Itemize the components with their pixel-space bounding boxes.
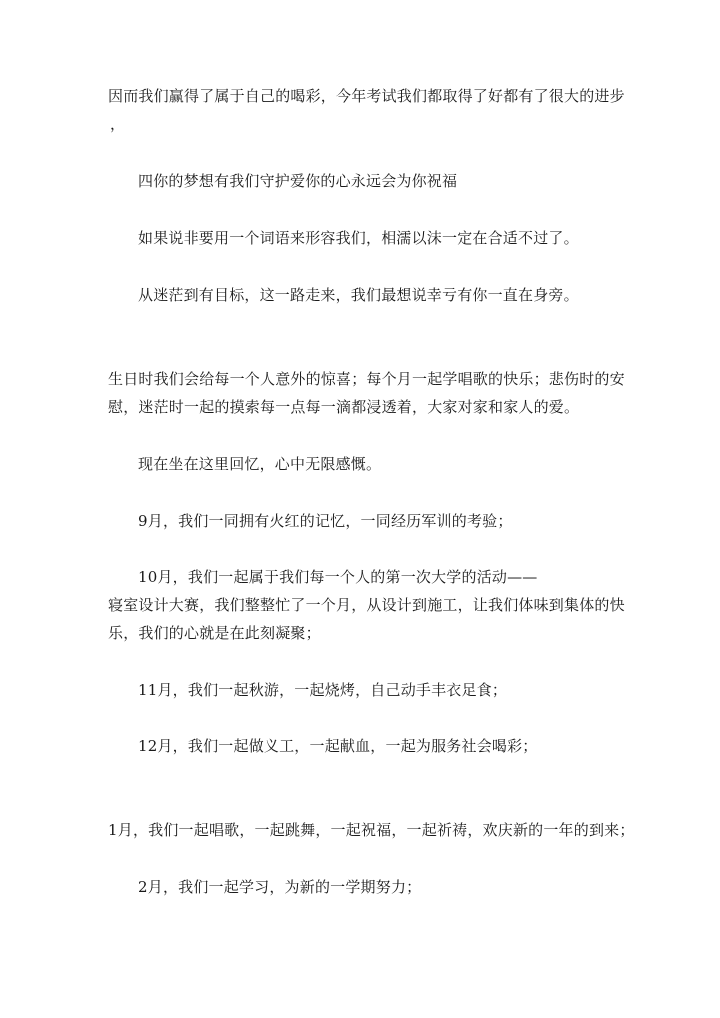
text-line-16: 2月，我们一起学习，为新的一学期努力； xyxy=(138,878,422,896)
text-line-10: 10月，我们一起属于我们每一个人的第一次大学的活动—— xyxy=(138,568,538,586)
text-line-14: 12月，我们一起做义工，一起献血，一起为服务社会喝彩； xyxy=(138,737,538,755)
text-line-1: 因而我们赢得了属于自己的喝彩，今年考试我们都取得了好都有了很大的进步 xyxy=(108,87,625,105)
text-line-9: 9月，我们一同拥有火红的记忆，一同经历军训的考验； xyxy=(138,512,513,530)
text-line-7: 慰，迷茫时一起的摸索每一点每一滴都浸透着，大家对家和家人的爱。 xyxy=(108,398,580,416)
text-line-8: 现在坐在这里回忆，心中无限感慨。 xyxy=(138,455,382,473)
text-line-13: 11月，我们一起秋游，一起烧烤，自己动手丰衣足食； xyxy=(138,681,508,699)
text-line-12: 乐，我们的心就是在此刻凝聚； xyxy=(108,624,321,642)
text-line-2: ， xyxy=(110,115,126,133)
text-line-3: 四你的梦想有我们守护爱你的心永远会为你祝福 xyxy=(138,172,458,190)
text-line-11: 寝室设计大赛，我们整整忙了一个月，从设计到施工，让我们体味到集体的快 xyxy=(108,596,625,614)
text-line-15: 1月，我们一起唱歌，一起跳舞，一起祝福，一起祈祷，欢庆新的一年的到来； xyxy=(108,821,635,839)
text-line-6: 生日时我们会给每一个人意外的惊喜；每个月一起学唱歌的快乐；悲伤时的安 xyxy=(108,370,625,388)
text-line-5: 从迷茫到有目标，这一路走来，我们最想说幸亏有你一直在身旁。 xyxy=(138,286,579,304)
text-line-4: 如果说非要用一个词语来形容我们，相濡以沫一定在合适不过了。 xyxy=(138,229,579,247)
